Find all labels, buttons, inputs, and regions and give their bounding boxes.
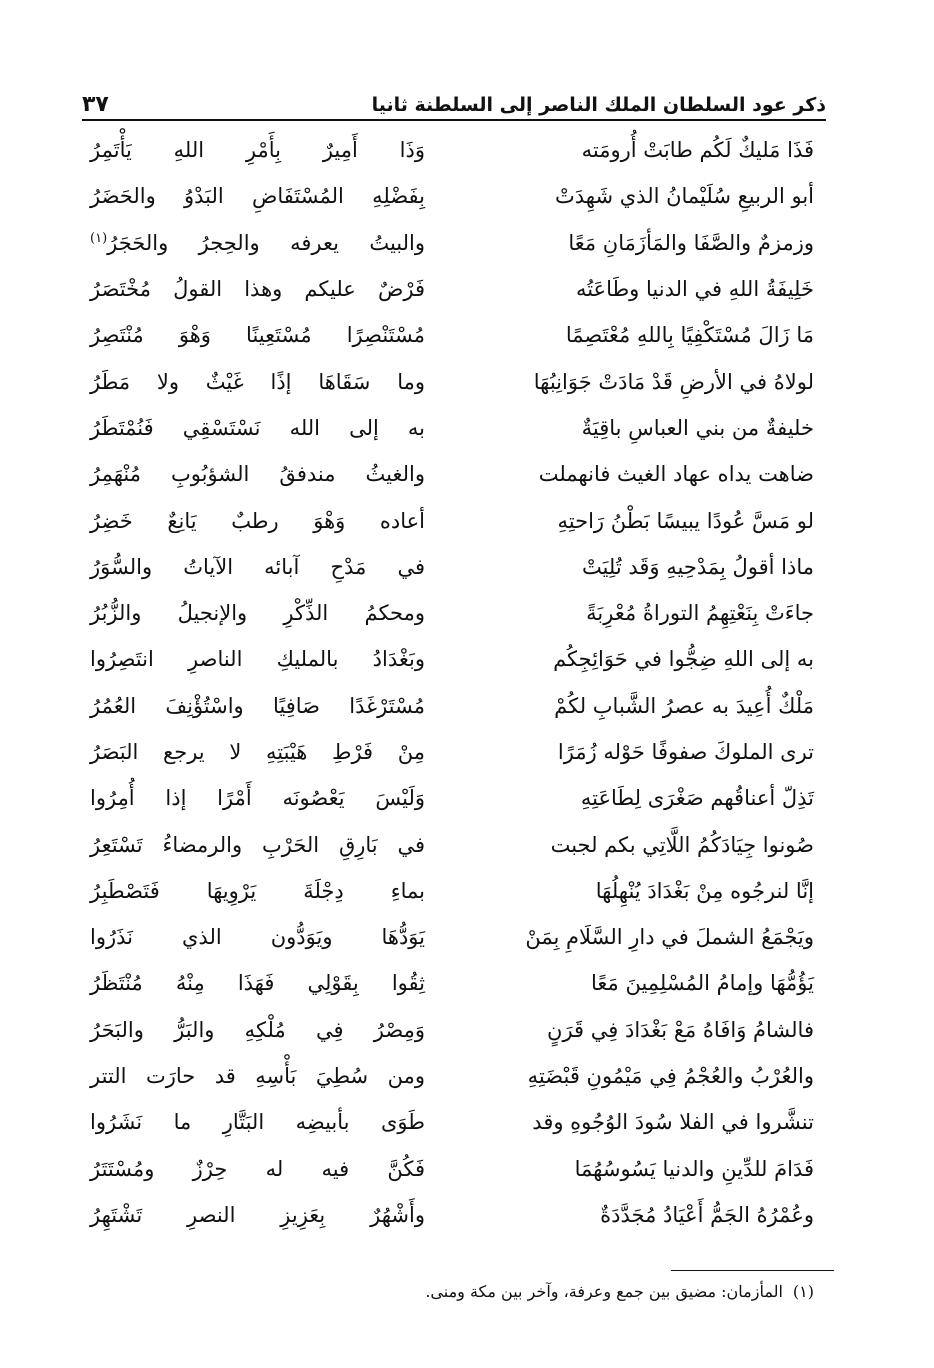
second-hemistich-text: وأَشْهُرٌ بِعَزِيزِ النصرِ تَشْتَهِرُ — [90, 1202, 425, 1227]
verse-line — [90, 266, 814, 312]
second-hemistich-text: والغيثُ مندفقُ الشؤبُوبِ مُنْهَمِرُ — [90, 462, 425, 487]
verse-line — [90, 451, 814, 497]
first-hemistich: ماذا أقولُ بِمَدْحِيهِ وَقَد تُلِيَتْ — [581, 554, 814, 579]
verse-line — [90, 683, 814, 729]
second-hemistich-text: في بَارِقِ الحَرْبِ والرمضاءُ تَسْتَعِرُ — [90, 832, 425, 857]
footnote-reference: (١) — [90, 230, 108, 246]
verse-line — [90, 405, 814, 451]
second-hemistich — [90, 320, 425, 350]
second-hemistich-text: في مَدْحِ آبائه الآياتُ والسُّوَرُ — [90, 554, 425, 579]
second-hemistich — [90, 876, 425, 906]
first-hemistich: تنشَّروا في الفلا سُودَ الوُجُوهِ وقد — [532, 1110, 814, 1135]
second-hemistich — [90, 367, 425, 397]
second-hemistich-text: وما سَقَاهَا إذًا غَيْثٌ ولا مَطَرُ — [90, 369, 425, 394]
second-hemistich — [90, 413, 425, 443]
first-hemistich: لو مَسَّ عُودًا يبيسًا بَطْنُ رَاحتِهِ — [557, 508, 814, 533]
first-hemistich: به إلى اللهِ ضِجُّوا في حَوَائِجِكُم — [553, 647, 814, 672]
second-hemistich — [90, 783, 425, 813]
second-hemistich-text: بماءِ دِجْلَةَ يَرْوِيهَا فَتَصْطَبِرُ — [90, 878, 425, 903]
first-hemistich: جاءَتْ بِنَعْتِهِمُ التوراةُ مُعْرِبَةً — [586, 601, 814, 626]
verse-line — [90, 1192, 814, 1238]
second-hemistich-text: وَمِصْرُ فِي مُلْكِهِ والبَرُّ والبَحَرُ — [90, 1017, 425, 1042]
second-hemistich — [90, 1061, 425, 1091]
first-hemistich: مَا زَالَ مُسْتَكْفِيًا بِاللهِ مُعْتَصِمًا — [565, 323, 814, 348]
verse-line — [90, 358, 814, 404]
second-hemistich-text: ثِقُوا بِقَوْلِي فَهَذَا مِنْهُ مُنْتَظَرُ — [90, 971, 425, 996]
second-hemistich-text: أعاده وَهْوَ رطبٌ يَانِعٌ خَضِرُ — [90, 508, 425, 533]
page-number: ٣٧ — [82, 92, 109, 117]
verse-line — [90, 312, 814, 358]
second-hemistich-text: فَرْضٌ عليكم وهذا القولُ مُخْتَصَرُ — [90, 277, 425, 302]
second-hemistich — [90, 228, 425, 258]
second-hemistich — [90, 1154, 425, 1184]
second-hemistich — [90, 181, 425, 211]
first-hemistich: ضاهت يداه عهاد الغيث فانهملت — [538, 462, 814, 487]
first-hemistich: أبو الربيعِ سُلَيْمانُ الذي شَهِدَتْ — [554, 184, 814, 209]
second-hemistich-text: ومحكمُ الذِّكْرِ والإنجيلُ والزُّبُرُ — [90, 601, 425, 626]
verse-line — [90, 914, 814, 960]
second-hemistich — [90, 506, 425, 536]
second-hemistich — [90, 737, 425, 767]
verse-line — [90, 729, 814, 775]
footnote — [300, 1280, 814, 1304]
verse-line — [90, 544, 814, 590]
first-hemistich: والعُرْبُ والعُجْمُ فِي مَيْمُونِ قَبْضَتِهِ — [527, 1064, 814, 1089]
verse-line — [90, 821, 814, 867]
running-title: ذكر عود السلطان الملك الناصر إلى السلطنة ثانيا — [371, 94, 826, 116]
first-hemistich: فَدَامَ للدِّينِ والدنيا يَسُوسُهُمَا — [574, 1156, 814, 1181]
verse-line — [90, 497, 814, 543]
verse-line — [90, 220, 814, 266]
verse-line — [90, 868, 814, 914]
poem — [90, 127, 814, 1238]
first-hemistich: وزمزمٌ والصَّفَا والمَأزَمَانِ مَعًا — [568, 230, 814, 255]
footnote-marker: (١) — [792, 1282, 814, 1301]
footnote-rule — [671, 1270, 834, 1271]
second-hemistich-text: فَكُنَّ فيه له حِرْزٌ ومُسْتَتَرُ — [90, 1156, 425, 1181]
verse-line — [90, 590, 814, 636]
first-hemistich: ترى الملوكَ صفوفًا حَوْله زُمَرًا — [557, 740, 814, 764]
second-hemistich — [90, 1015, 425, 1045]
second-hemistich — [90, 598, 425, 628]
verse-line — [90, 1099, 814, 1145]
second-hemistich-text: طَوَى بأبيضِه البَتَّارِ ما نَشَرُوا — [90, 1110, 425, 1135]
second-hemistich-text: والبيتُ يعرفه والحِجرُ والحَجَرُ — [107, 230, 425, 255]
second-hemistich-text: بِفَضْلِهِ المُسْتَفَاضِ البَدْوُ والحَضَرُ — [90, 184, 425, 209]
verse-line — [90, 960, 814, 1006]
second-hemistich-text: به إلى الله نَسْتَسْقِي فَنُمْتَطَرُ — [90, 415, 425, 440]
second-hemistich-text: وَلَيْسَ يَعْصُونَه أَمْرًا إذا أُمِرُوا — [90, 786, 425, 811]
first-hemistich: صُونوا جِيَادَكُمُ اللَّاتِي بكم لجبت — [550, 832, 814, 857]
second-hemistich-text: يَوَدُّهَا ويَوَدُّون الذي نَذَرُوا — [90, 925, 425, 950]
second-hemistich — [90, 135, 425, 165]
first-hemistich: خَلِيفَةُ اللهِ في الدنيا وطَاعَتُه — [575, 277, 814, 302]
page-header — [82, 78, 826, 118]
first-hemistich: إنَّا لنرجُوه مِنْ بَغْدَادَ يُنْهِلُهَا — [595, 878, 814, 903]
verse-line — [90, 127, 814, 173]
second-hemistich-text: وَذَا أَمِيرٌ بِأَمْرِ اللهِ يَأْتَمِرُ — [90, 138, 425, 163]
second-hemistich — [90, 1107, 425, 1137]
verse-line — [90, 173, 814, 219]
second-hemistich-text: مُسْتَرْغَدًا صَافِيًا واسْتُؤْنِفَ العُمُرُ — [90, 693, 425, 718]
second-hemistich-text: وبَغْدَادُ بالمليكِ الناصرِ انتَصِرُوا — [90, 647, 425, 672]
footnote-text: المأزمان: مضيق بين جمع وعرفة، وآخر بين مكة ومنى. — [425, 1282, 783, 1301]
second-hemistich-text: ومن سُطِيَ بَأْسِهِ قد حارَت التتر — [90, 1064, 425, 1089]
second-hemistich — [90, 1200, 425, 1230]
second-hemistich — [90, 552, 425, 582]
first-hemistich: خليفةٌ من بني العباسِ باقِيَةٌ — [581, 415, 814, 440]
first-hemistich: ويَجْمَعُ الشملَ في دارِ السَّلَامِ بِمَنْ — [525, 925, 814, 950]
second-hemistich — [90, 459, 425, 489]
first-hemistich: يَؤُمُّهَا وإمامُ المُسْلِمِينَ مَعًا — [591, 971, 814, 996]
second-hemistich — [90, 274, 425, 304]
verse-line — [90, 636, 814, 682]
first-hemistich: مَلْكٌ أُعِيدَ به عصرُ الشَّبابِ لكُمْ — [554, 693, 814, 718]
header-rule — [82, 119, 826, 121]
verse-line — [90, 775, 814, 821]
first-hemistich: وعُمْرُهُ الجَمُّ أَعْيَادُ مُجَدَّدَةٌ — [600, 1202, 814, 1227]
first-hemistich: فَذَا مَليكٌ لَكُم طابَتْ أُرومَته — [581, 138, 814, 163]
verse-line — [90, 1146, 814, 1192]
first-hemistich: تَذِلّ أعناقُهم صَغْرَى لِطَاعَتِهِ — [580, 786, 814, 811]
verse-line — [90, 1053, 814, 1099]
first-hemistich: لولاهُ في الأرضِ قَدْ مَادَتْ جَوَانِبُهَا — [533, 369, 814, 394]
second-hemistich-text: مُسْتَنْصِرًا مُسْتَعِينًا وَهْوَ مُنْتَصِرُ — [90, 323, 425, 348]
second-hemistich — [90, 691, 425, 721]
second-hemistich-text: مِنْ فَرْطِ هَيْبَتِهِ لا يرجع البَصَرُ — [90, 740, 425, 764]
second-hemistich — [90, 830, 425, 860]
second-hemistich — [90, 968, 425, 998]
second-hemistich — [90, 644, 425, 674]
verse-line — [90, 1007, 814, 1053]
first-hemistich: فالشامُ وَافَاهُ مَعْ بَغْدَادَ فِي قَرَنٍ — [547, 1017, 814, 1042]
second-hemistich — [90, 922, 425, 952]
